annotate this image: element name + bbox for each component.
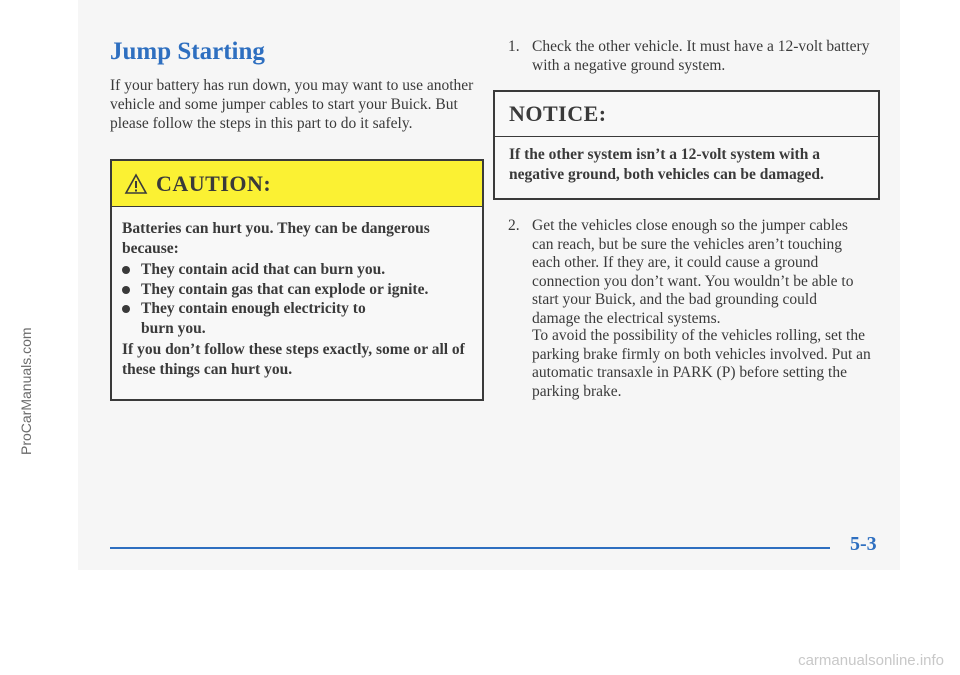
bullet-dot-icon	[122, 266, 130, 274]
list-item	[122, 260, 470, 280]
left-column	[110, 38, 490, 133]
right-column	[508, 38, 880, 75]
bullet-dot-icon	[122, 286, 130, 294]
step-text: Get the vehicles close enough so the jumper cables can reach, but be sure the vehicles aren’t touching each other. If they are, it could cause a ground connection you don’t want. You wouldn’t be able to start your Buick, and the bad grounding could damage the electrical systems.	[532, 217, 854, 327]
list-item	[122, 299, 470, 338]
caution-bullet-text: They contain acid that can burn you.	[141, 261, 386, 278]
step-item	[508, 38, 880, 75]
page-number: 5-3	[850, 533, 877, 555]
section-intro: If your battery has run down, you may want to use another vehicle and some jumper cables to start your Buick. But please follow the steps in this part to do it safely.	[110, 77, 474, 132]
caution-label: CAUTION:	[156, 170, 272, 196]
step-number: 2.	[508, 217, 520, 234]
caution-intro: Batteries can hurt you. They can be dangerous because:	[122, 220, 430, 257]
caution-bullet-text: They contain enough electricity to burn you.	[141, 300, 366, 337]
warning-triangle-icon	[124, 173, 148, 195]
notice-label: NOTICE:	[509, 101, 607, 126]
caution-body	[112, 207, 482, 379]
caution-box	[110, 159, 484, 401]
step-number: 1.	[508, 38, 520, 55]
step-text: Check the other vehicle. It must have a 12-volt battery with a negative ground system.	[532, 38, 870, 74]
notice-text: If the other system isn’t a 12-volt system with a negative ground, both vehicles can be damaged.	[509, 146, 824, 183]
footer-rule	[110, 547, 830, 549]
list-item	[122, 280, 470, 300]
notice-header	[495, 92, 878, 137]
caution-header	[112, 161, 482, 207]
caution-bullet-text: They contain gas that can explode or ignite.	[141, 280, 429, 298]
notice-box	[493, 90, 880, 200]
section-title: Jump Starting	[110, 38, 265, 65]
step-followup-text: To avoid the possibility of the vehicles rolling, set the parking brake firmly on both vehicles involved. Put an automatic transaxle in PARK (P) before setting the parking brake.	[532, 327, 871, 400]
step-item	[508, 217, 868, 328]
caution-conclusion: If you don’t follow these steps exactly, some or all of these things can hurt you.	[122, 341, 465, 378]
site-watermark: carmanualsonline.info	[798, 652, 944, 669]
bullet-dot-icon	[122, 305, 130, 313]
caution-bullet-list	[122, 260, 470, 338]
side-watermark	[2, 195, 34, 455]
side-watermark-text: ProCarManuals.com	[18, 327, 34, 455]
